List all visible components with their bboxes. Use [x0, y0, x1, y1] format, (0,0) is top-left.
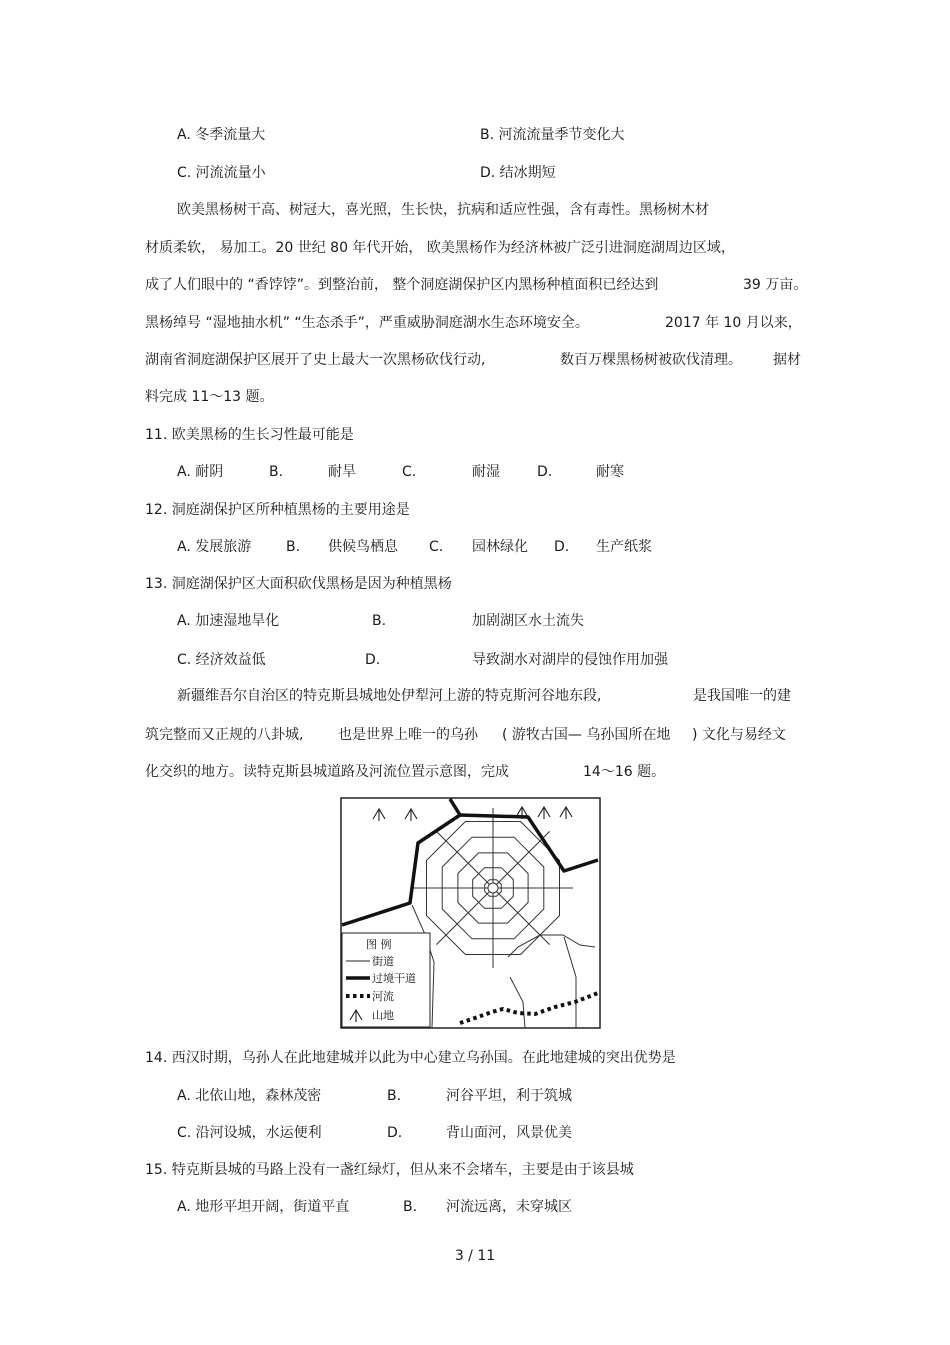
- passage1-line6: 料完成 11～13 题。: [145, 389, 274, 405]
- q11-stem: 11. 欧美黑杨的生长习性最可能是: [145, 427, 354, 443]
- q13-option-b: 加剧湖区水土流失: [472, 613, 584, 629]
- passage2-line2-d: ) 文化与易经文: [692, 727, 786, 743]
- q12-option-c: 园林绿化: [472, 539, 528, 555]
- q14-option-d: 背山面河，风景优美: [446, 1125, 572, 1141]
- passage2-line2: 筑完整而又正规的八卦城,: [145, 727, 304, 743]
- q11-option-d-label: D.: [537, 464, 553, 480]
- q15-option-a: A. 地形平坦开阔，街道平直: [177, 1199, 350, 1215]
- legend-highway-label: 过境干道: [372, 972, 416, 985]
- q10-option-c: C. 河流流量小: [177, 165, 266, 181]
- q14-option-c: C. 沿河设城，水运便利: [177, 1125, 322, 1141]
- q11-option-d: 耐寒: [596, 464, 624, 480]
- q12-option-b-label: B.: [286, 539, 301, 555]
- legend-mountain-label: 山地: [372, 1009, 394, 1022]
- passage1-line5-end: 据材: [773, 352, 801, 368]
- q10-option-d: D. 结冰期短: [480, 165, 556, 181]
- q11-option-b-label: B.: [269, 464, 284, 480]
- tekes-city-map: [340, 797, 601, 1029]
- q13-option-d-label: D.: [365, 652, 381, 668]
- passage1-line2: 材质柔软， 易加工。20 世纪 80 年代开始， 欧美黑杨作为经济林被广泛引进洞庭湖周边区域，: [145, 240, 735, 256]
- q14-option-b-label: B.: [387, 1088, 402, 1104]
- q15-stem: 15. 特克斯县城的马路上没有一盏红绿灯，但从来不会堵车，主要是由于该县城: [145, 1162, 634, 1178]
- q13-option-c: C. 经济效益低: [177, 652, 266, 668]
- passage1-line3: 成了人们眼中的 “香饽饽”。到整治前， 整个洞庭湖保护区内黑杨种植面积已经达到: [145, 277, 659, 293]
- passage2-line1: 新疆维吾尔自治区的特克斯县城地处伊犁河上游的特克斯河谷地东段,: [177, 688, 602, 704]
- q14-option-d-label: D.: [387, 1125, 403, 1141]
- q10-option-a: A. 冬季流量大: [177, 127, 266, 143]
- passage2-line2-b: 也是世界上唯一的乌孙: [338, 727, 478, 743]
- q11-option-c-label: C.: [402, 464, 417, 480]
- passage1-line1: 欧美黑杨树干高、树冠大，喜光照，生长快，抗病和适应性强，含有毒性。黑杨树木材: [177, 202, 709, 218]
- q13-option-d: 导致湖水对湖岸的侵蚀作用加强: [472, 652, 668, 668]
- passage1-line4-end: 2017 年 10 月以来，: [665, 315, 802, 331]
- passage2-line3: 化交织的地方。读特克斯县城道路及河流位置示意图，完成: [145, 764, 509, 780]
- map-svg: [340, 797, 601, 1029]
- q13-option-b-label: B.: [372, 613, 387, 629]
- q12-option-a: A. 发展旅游: [177, 539, 252, 555]
- map-legend: [342, 933, 430, 1027]
- q14-stem: 14. 西汉时期，乌孙人在此地建城并以此为中心建立乌孙国。在此地建城的突出优势是: [145, 1050, 676, 1066]
- q13-option-a: A. 加速湿地旱化: [177, 613, 280, 629]
- q14-option-a: A. 北依山地，森林茂密: [177, 1088, 322, 1104]
- passage2-line1-end: 是我国唯一的建: [693, 688, 791, 704]
- q12-option-d-label: D.: [554, 539, 570, 555]
- passage1-line5-mid: 数百万棵黑杨树被砍伐清理。: [560, 352, 742, 368]
- q13-stem: 13. 洞庭湖保护区大面积砍伐黑杨是因为种植黑杨: [145, 576, 452, 592]
- legend-title: 图 例: [366, 938, 392, 951]
- passage2-line3-end: 14～16 题。: [583, 764, 666, 780]
- q12-option-c-label: C.: [429, 539, 444, 555]
- q10-option-b: B. 河流流量季节变化大: [480, 127, 625, 143]
- passage1-line3-end: 39 万亩。: [743, 277, 808, 293]
- legend-river-label: 河流: [372, 990, 394, 1003]
- q14-option-b: 河谷平坦，利于筑城: [446, 1088, 572, 1104]
- legend-street-label: 街道: [372, 955, 394, 968]
- page-number: 3 / 11: [454, 1248, 496, 1264]
- q12-stem: 12. 洞庭湖保护区所种植黑杨的主要用途是: [145, 502, 410, 518]
- passage1-line4: 黑杨绰号 “湿地抽水机” “生态杀手”，严重威胁洞庭湖水生态环境安全。: [145, 315, 589, 331]
- q15-option-b: 河流远离，未穿城区: [446, 1199, 572, 1215]
- q11-option-a: A. 耐阴: [177, 464, 224, 480]
- q15-option-b-label: B.: [403, 1199, 418, 1215]
- q12-option-d: 生产纸浆: [596, 539, 652, 555]
- q12-option-b: 供候鸟栖息: [328, 539, 398, 555]
- passage1-line5: 湖南省洞庭湖保护区展开了史上最大一次黑杨砍伐行动,: [145, 352, 486, 368]
- q11-option-c: 耐湿: [472, 464, 500, 480]
- q11-option-b: 耐旱: [328, 464, 356, 480]
- passage2-line2-c: ( 游牧古国— 乌孙国所在地: [502, 727, 671, 743]
